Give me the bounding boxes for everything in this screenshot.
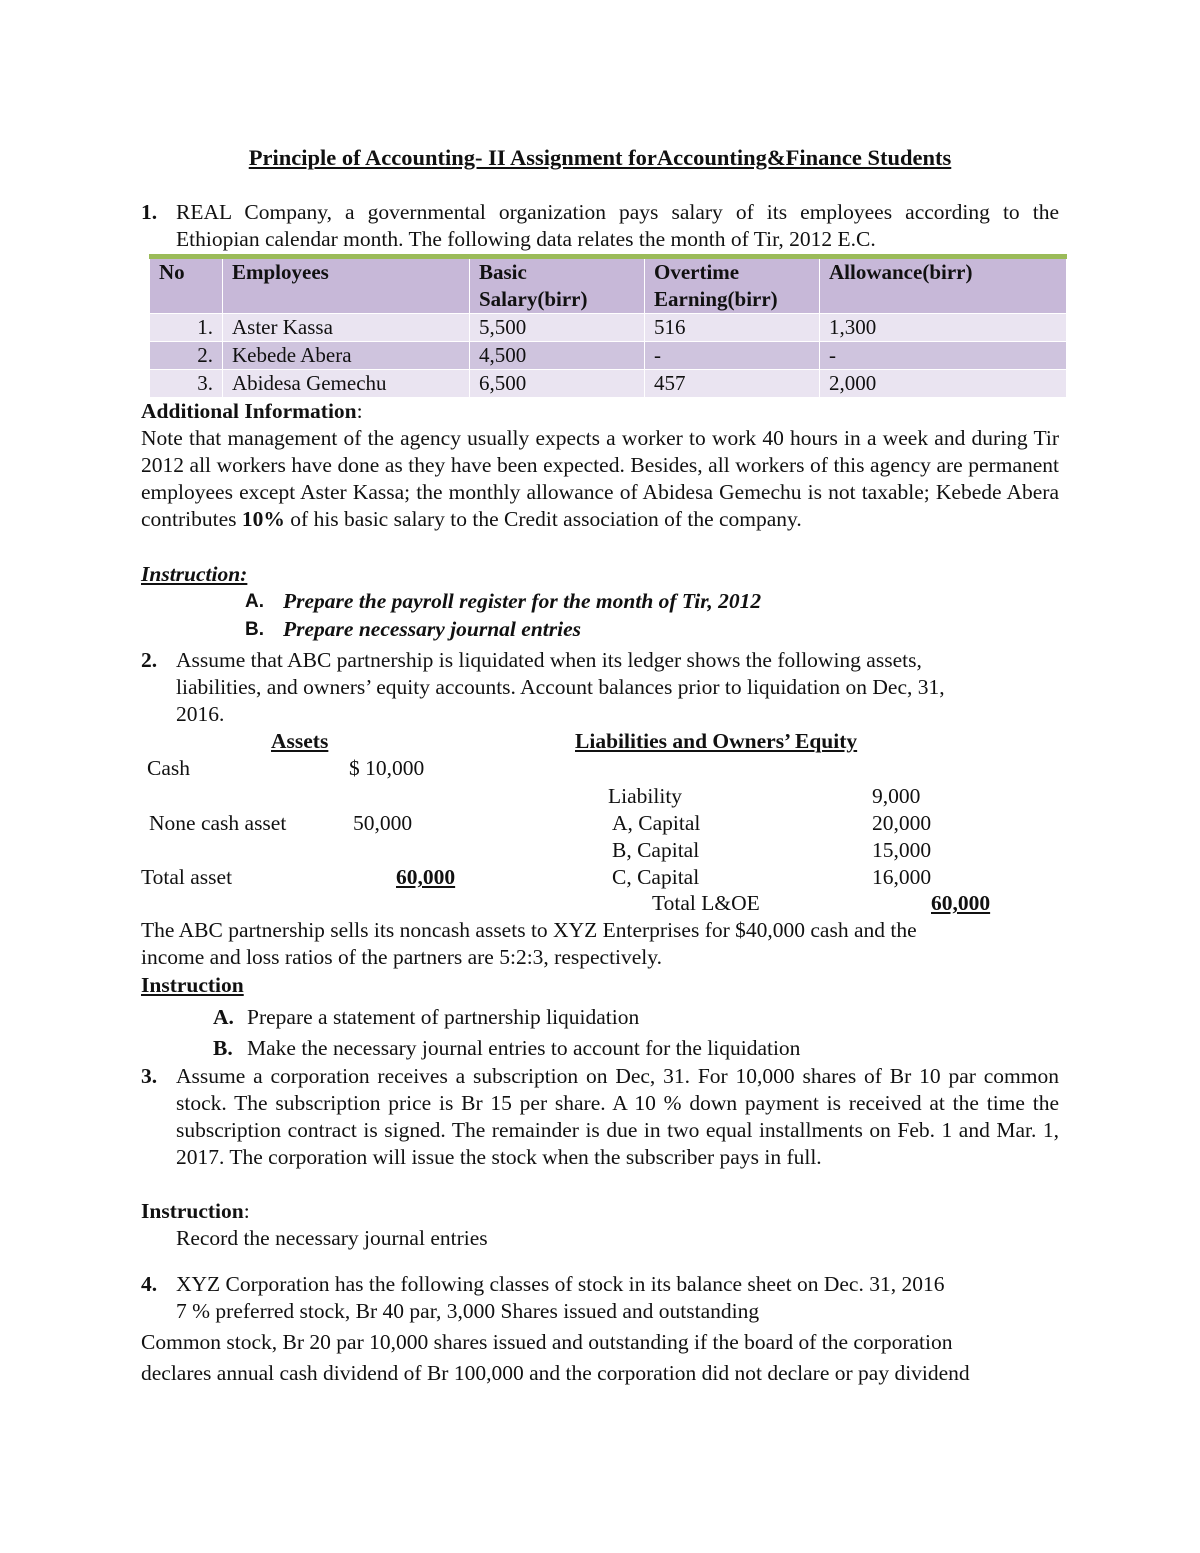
c-capital-value: 16,000 xyxy=(872,865,932,889)
q1-item-a-text: Prepare the payroll register for the month of Tir, 2012 xyxy=(283,589,762,613)
total-loe-label: Total L&OE xyxy=(652,891,760,915)
header-employees: Employees xyxy=(223,257,470,314)
q2-item-a-letter: A. xyxy=(213,1005,234,1029)
q1-instruction-label: Instruction: xyxy=(141,562,248,586)
cell-no: 3. xyxy=(150,370,223,398)
question-4-number: 4. xyxy=(141,1272,158,1296)
cash-label: Cash xyxy=(147,756,190,780)
additional-info-heading xyxy=(141,398,363,425)
cell-allowance: 2,000 xyxy=(820,370,1067,398)
q2-after-line-1: The ABC partnership sells its noncash assets to XYZ Enterprises for $40,000 cash and the xyxy=(141,918,917,942)
liabilities-heading: Liabilities and Owners’ Equity xyxy=(575,729,858,753)
question-2-line-2: liabilities, and owners’ equity accounts. Account balances prior to liquidation on Dec, 31, xyxy=(176,675,945,699)
q1-item-b-letter: B. xyxy=(245,619,264,640)
a-capital-value: 20,000 xyxy=(872,811,932,835)
cell-employee: Kebede Abera xyxy=(223,342,470,370)
q3-instruction-colon: : xyxy=(243,1199,250,1223)
liability-value: 9,000 xyxy=(872,784,921,808)
table-header-row xyxy=(150,257,1067,314)
a-capital-label: A, Capital xyxy=(612,811,701,835)
liability-label: Liability xyxy=(608,784,683,808)
cell-employee: Abidesa Gemechu xyxy=(223,370,470,398)
note-text-part-1: Note that management of the agency usually expects a worker to work 40 hours in a week and during Tir 2012 all workers have done as they have been expected. Besides, all workers of this agency are permanent employees except Aster Kassa; the monthly allowance of Abidesa Gemechu is not taxable; Kebede Abera contributes xyxy=(141,426,1059,531)
header-no: No xyxy=(150,257,223,314)
total-asset-label: Total asset xyxy=(141,865,233,889)
question-4-line-2: 7 % preferred stock, Br 40 par, 3,000 Shares issued and outstanding xyxy=(176,1299,760,1323)
question-4-line-4: declares annual cash dividend of Br 100,000 and the corporation did not declare or pay dividend xyxy=(141,1361,970,1385)
cell-basic-salary: 4,500 xyxy=(470,342,645,370)
assets-heading: Assets xyxy=(271,729,329,753)
q2-instruction-label: Instruction xyxy=(141,973,244,997)
question-1-line-2: Ethiopian calendar month. The following data relates the month of Tir, 2012 E.C. xyxy=(176,227,876,251)
additional-info-colon: : xyxy=(356,399,363,423)
question-4-line-3: Common stock, Br 20 par 10,000 shares issued and outstanding if the board of the corporation xyxy=(141,1330,953,1354)
cell-basic-salary: 5,500 xyxy=(470,314,645,342)
cell-no: 2. xyxy=(150,342,223,370)
noncash-label: None cash asset xyxy=(149,811,287,835)
q2-item-b-letter: B. xyxy=(213,1036,233,1060)
question-4-line-1: XYZ Corporation has the following classes of stock in its balance sheet on Dec. 31, 2016 xyxy=(176,1272,945,1296)
q2-after-line-2: income and loss ratios of the partners are 5:2:3, respectively. xyxy=(141,945,663,969)
b-capital-value: 15,000 xyxy=(872,838,932,862)
q2-item-b-text: Make the necessary journal entries to account for the liquidation xyxy=(247,1036,801,1060)
header-overtime: Overtime Earning(birr) xyxy=(645,257,820,314)
question-1-line-1: REAL Company, a governmental organization pays salary of its employees according to the xyxy=(176,200,1059,224)
cell-no: 1. xyxy=(150,314,223,342)
b-capital-label: B, Capital xyxy=(612,838,700,862)
q1-item-b-text: Prepare necessary journal entries xyxy=(283,617,582,641)
q2-item-a-text: Prepare a statement of partnership liquidation xyxy=(247,1005,640,1029)
table-row xyxy=(150,370,1067,398)
question-2-line-1: Assume that ABC partnership is liquidated when its ledger shows the following assets, xyxy=(176,648,922,672)
payroll-table xyxy=(149,254,1067,398)
cell-overtime: 457 xyxy=(645,370,820,398)
note-text-bold: 10% xyxy=(241,507,285,531)
additional-info-note xyxy=(141,425,1059,533)
cell-basic-salary: 6,500 xyxy=(470,370,645,398)
question-2-number: 2. xyxy=(141,648,158,672)
cash-value: $ 10,000 xyxy=(349,756,425,780)
question-3-text: Assume a corporation receives a subscription on Dec, 31. For 10,000 shares of Br 10 par common stock. The subscription price is Br 15 per share. A 10 % down payment is received at the time the subscription contract is signed. The remainder is due in two equal installments on Feb. 1 and Mar. 1, 2017. The corporation will issue the stock when the subscriber pays in full. xyxy=(176,1064,1059,1169)
cell-overtime: - xyxy=(645,342,820,370)
c-capital-label: C, Capital xyxy=(612,865,700,889)
noncash-value: 50,000 xyxy=(353,811,413,835)
question-2-line-3: 2016. xyxy=(176,702,225,726)
q1-item-a-letter: A. xyxy=(245,591,264,612)
cell-allowance: 1,300 xyxy=(820,314,1067,342)
cell-allowance: - xyxy=(820,342,1067,370)
q3-instruction-label: Instruction xyxy=(141,1199,244,1223)
q3-instruction-heading xyxy=(141,1198,250,1225)
header-basic-salary: Basic Salary(birr) xyxy=(470,257,645,314)
cell-overtime: 516 xyxy=(645,314,820,342)
header-allowance: Allowance(birr) xyxy=(820,257,1067,314)
additional-info-label: Additional Information xyxy=(141,399,357,423)
table-row xyxy=(150,314,1067,342)
cell-employee: Aster Kassa xyxy=(223,314,470,342)
total-loe-value: 60,000 xyxy=(931,891,991,915)
page-title: Principle of Accounting- II Assignment forAccounting&Finance Students xyxy=(248,145,952,170)
table-row xyxy=(150,342,1067,370)
q3-instruction-text: Record the necessary journal entries xyxy=(176,1226,488,1250)
question-3-number: 3. xyxy=(141,1064,158,1088)
note-text-part-2: of his basic salary to the Credit association of the company. xyxy=(284,507,802,531)
question-1-number: 1. xyxy=(141,200,158,224)
total-asset-value: 60,000 xyxy=(396,865,456,889)
